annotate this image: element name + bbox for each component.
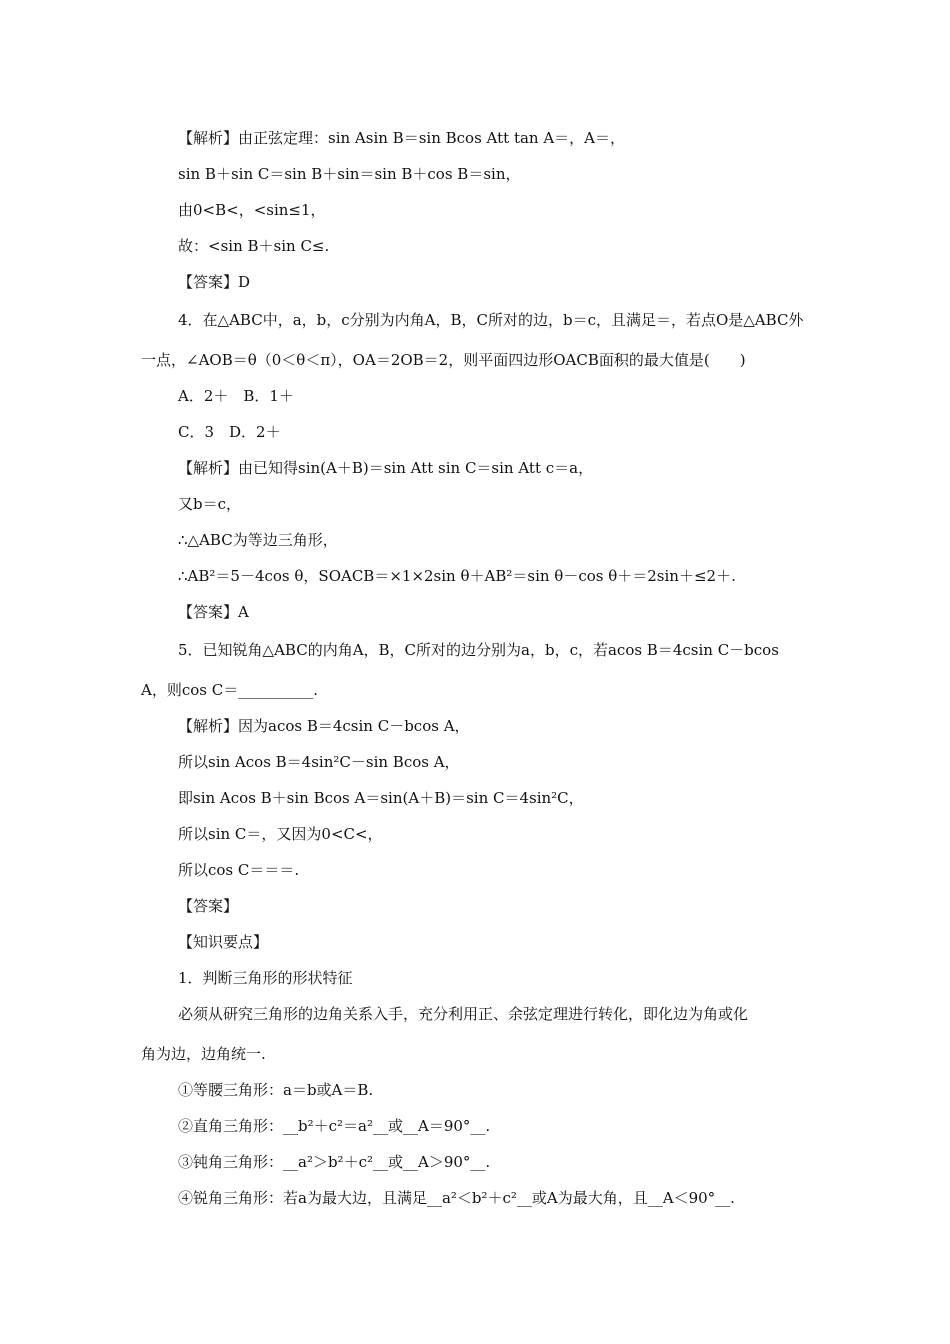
line-text: A．2＋ B．1＋ <box>178 387 294 405</box>
line-text: 【答案】 <box>178 897 239 915</box>
line-analysis-4 <box>178 458 593 478</box>
line-step-3 <box>178 824 383 844</box>
line-text: C．3 D．2＋ <box>178 423 281 441</box>
line-text: 故：<sin B＋sin C≤. <box>178 237 330 255</box>
line-text: ①等腰三角形：a＝b或A＝B. <box>178 1081 374 1099</box>
line-answer-5 <box>178 896 238 916</box>
line-analysis-5 <box>178 716 470 736</box>
line-step-4 <box>178 860 299 880</box>
line-method-cont <box>141 1044 266 1064</box>
line-options-cd <box>178 422 281 442</box>
line-text: 即sin Acos B＋sin Bcos A＝sin(A＋B)＝sin C＝4sin²C， <box>178 789 584 807</box>
line-answer-4 <box>178 602 249 622</box>
line-answer-3 <box>178 272 250 292</box>
line-analysis-3 <box>178 128 625 148</box>
line-area-expression <box>178 566 736 586</box>
line-text: 必须从研究三角形的边角关系入手，充分利用正、余弦定理进行转化，即化边为角或化 <box>178 1005 749 1023</box>
line-text: 所以cos C＝＝＝. <box>178 861 300 879</box>
line-text: 由0<B<，<sin≤1， <box>178 201 326 219</box>
line-method <box>178 1004 748 1024</box>
line-conclusion-3 <box>178 236 329 256</box>
line-right-triangle <box>178 1116 490 1136</box>
line-text: 【解析】因为acos B＝4csin C－bcos A， <box>178 717 470 735</box>
line-text: 角为边，边角统一. <box>141 1045 266 1063</box>
line-obtuse-triangle <box>178 1152 490 1172</box>
line-text: ②直角三角形：__b²＋c²＝a²__或__A＝90°__. <box>178 1117 491 1135</box>
line-question-5 <box>178 640 779 660</box>
line-text: 【知识要点】 <box>178 933 269 951</box>
line-point-1 <box>178 968 353 988</box>
line-equilateral <box>178 530 338 550</box>
line-acute-triangle <box>178 1188 735 1208</box>
line-text: ∴AB²＝5－4cos θ，SOACB＝×1×2sin θ＋AB²＝sin θ－cos θ＋＝2sin＋≤2＋. <box>178 567 736 585</box>
line-question-4 <box>178 310 803 330</box>
line-text: 【答案】A <box>178 603 249 621</box>
line-text: 所以sin C＝，又因为0<C<， <box>178 825 383 843</box>
line-text: 【解析】由正弦定理：sin Asin B＝sin Bcos Att tan A＝，A＝， <box>178 129 626 147</box>
line-question-4-cont <box>141 350 746 370</box>
line-text: 1．判断三角形的形状特征 <box>178 969 353 987</box>
line-range-b <box>178 200 326 220</box>
line-question-5-cont <box>141 680 318 700</box>
line-knowledge-heading <box>178 932 268 952</box>
line-sum-expression <box>178 164 520 184</box>
line-isosceles <box>178 1080 373 1100</box>
line-text: A，则cos C＝__________. <box>141 681 318 699</box>
line-b-equals-c <box>178 494 241 514</box>
line-step-2 <box>178 788 584 808</box>
line-text: ∴△ABC为等边三角形， <box>178 531 338 549</box>
line-text: 所以sin Acos B＝4sin²C－sin Bcos A， <box>178 753 460 771</box>
line-step-1 <box>178 752 460 772</box>
line-text: 【答案】D <box>178 273 251 291</box>
line-text: ③钝角三角形：__a²＞b²＋c²__或__A＞90°__. <box>178 1153 491 1171</box>
line-text: sin B＋sin C＝sin B＋sin＝sin B＋cos B＝sin， <box>178 165 521 183</box>
line-text: 一点，∠AOB＝θ（0＜θ＜π），OA＝2OB＝2，则平面四边形OACB面积的最大值是( ) <box>141 351 746 369</box>
line-text: ④锐角三角形：若a为最大边，且满足__a²＜b²＋c²__或A为最大角，且__A＜90°__. <box>178 1189 735 1207</box>
line-options-ab <box>178 386 294 406</box>
line-text: 4．在△ABC中，a，b，c分别为内角A，B，C所对的边，b＝c，且满足＝，若点O是△ABC外 <box>178 311 804 329</box>
line-text: 【解析】由已知得sin(A＋B)＝sin Att sin C＝sin Att c＝a， <box>178 459 594 477</box>
line-text: 5．已知锐角△ABC的内角A，B，C所对的边分别为a，b，c，若acos B＝4csin C－bcos <box>178 641 779 659</box>
line-text: 又b＝c， <box>178 495 242 513</box>
